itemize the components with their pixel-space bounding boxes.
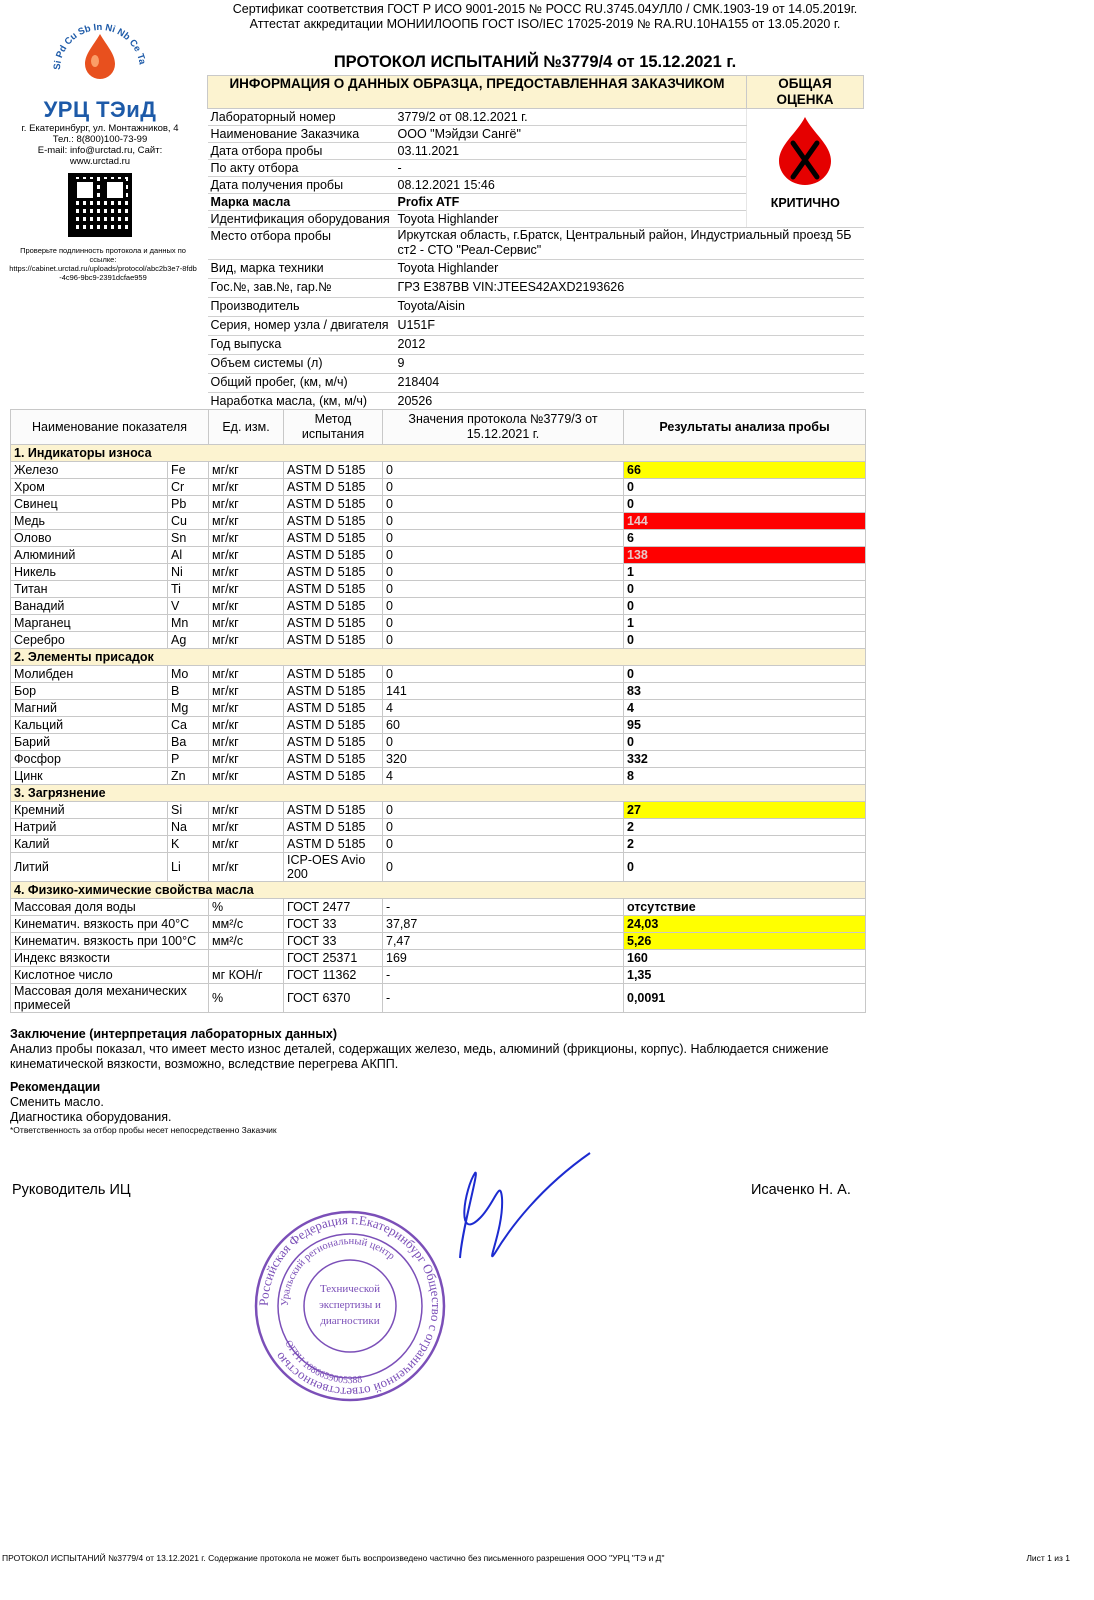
stamp-center-1: Технической (319, 1283, 381, 1295)
table-row (11, 615, 866, 632)
indicator-name: Свинец (11, 496, 168, 513)
verify-label: Проверьте подлинность протокола и данных по ссылке: (20, 246, 186, 264)
indicator-name: Натрий (11, 819, 168, 836)
table-row (11, 802, 866, 819)
info-key: Вид, марка техники (208, 260, 395, 279)
result-value: 5,26 (624, 933, 866, 950)
info-value: - (395, 160, 747, 177)
method-cell: ГОСТ 33 (284, 933, 383, 950)
responsibility-note: *Ответственность за отбор пробы несет непосредственно Заказчик (10, 1125, 277, 1135)
conclusion-text: Анализ пробы показал, что имеет место износ деталей, содержащих железо, медь, алюминий (фрикционы, корпус). Наблюдается снижение кинематической вязкости, возможно, вследствие перегрева АКПП. (10, 1042, 829, 1071)
result-value: 6 (624, 530, 866, 547)
signatory-name: Исаченко Н. А. (751, 1182, 851, 1198)
unit-cell: мг/кг (209, 700, 284, 717)
section-row (11, 785, 866, 802)
indicator-name: Литий (11, 853, 168, 882)
result-value: 332 (624, 751, 866, 768)
table-row (11, 462, 866, 479)
result-value: 2 (624, 819, 866, 836)
table-row (11, 700, 866, 717)
unit-cell: мг/кг (209, 819, 284, 836)
unit-cell: мг/кг (209, 632, 284, 649)
indicator-name: Кинематич. вязкость при 40°С (11, 916, 209, 933)
info-value: U151F (395, 317, 864, 336)
indicator-name: Олово (11, 530, 168, 547)
table-row (11, 853, 866, 882)
result-value: 138 (624, 547, 866, 564)
unit-cell: мг/кг (209, 496, 284, 513)
info-value: 2012 (395, 336, 864, 355)
table-row (11, 479, 866, 496)
element-symbol: Ca (168, 717, 209, 734)
unit-cell: мм²/с (209, 916, 284, 933)
method-cell: ASTM D 5185 (284, 615, 383, 632)
indicator-name: Молибден (11, 666, 168, 683)
info-value: ГРЗ Е387ВВ VIN:JTEES42AXD2193626 (395, 279, 864, 298)
indicator-name: Массовая доля механических примесей (11, 984, 209, 1013)
previous-value: 0 (383, 462, 624, 479)
previous-value: - (383, 984, 624, 1013)
company-name: УРЦ ТЭиД (43, 97, 157, 122)
result-value: 144 (624, 513, 866, 530)
indicator-name: Кислотное число (11, 967, 209, 984)
method-cell: ASTM D 5185 (284, 598, 383, 615)
section-row (11, 649, 866, 666)
method-cell: ASTM D 5185 (284, 683, 383, 700)
element-symbol: Si (168, 802, 209, 819)
page-title: ПРОТОКОЛ ИСПЫТАНИЙ №3779/4 от 15.12.2021 г. (333, 53, 737, 71)
unit-cell: мг/кг (209, 836, 284, 853)
previous-value: - (383, 899, 624, 916)
method-cell: ASTM D 5185 (284, 836, 383, 853)
recommendation-2: Диагностика оборудования. (10, 1110, 172, 1124)
info-value: 03.11.2021 (395, 143, 747, 160)
result-value: 83 (624, 683, 866, 700)
previous-value: 0 (383, 513, 624, 530)
result-value: 1 (624, 564, 866, 581)
previous-value: 0 (383, 632, 624, 649)
result-value: 1 (624, 615, 866, 632)
previous-value: 169 (383, 950, 624, 967)
element-symbol: Sn (168, 530, 209, 547)
indicator-name: Кремний (11, 802, 168, 819)
result-value: 0 (624, 581, 866, 598)
info-value: 9 (395, 355, 864, 374)
element-symbol: Cu (168, 513, 209, 530)
info-key: Общий пробег, (км, м/ч) (208, 374, 395, 393)
result-value: 0 (624, 853, 866, 882)
method-cell: ICP-OES Avio 200 (284, 853, 383, 882)
col-name-header: Наименование показателя (11, 410, 209, 445)
stamp-center-3: диагностики (320, 1315, 380, 1327)
indicator-name: Серебро (11, 632, 168, 649)
element-symbol: Mn (168, 615, 209, 632)
info-value: 3779/2 от 08.12.2021 г. (395, 109, 747, 126)
unit-cell: мг/кг (209, 853, 284, 882)
table-row (11, 547, 866, 564)
section-title: 4. Физико-химические свойства масла (11, 882, 866, 899)
info-key: Наименование Заказчика (208, 126, 395, 143)
previous-value: 60 (383, 717, 624, 734)
unit-cell: мг/кг (209, 802, 284, 819)
method-cell: ASTM D 5185 (284, 564, 383, 581)
recommendation-1: Сменить масло. (10, 1095, 104, 1109)
col-method-header: Метод испытания (284, 410, 383, 445)
certificate-line-1: Сертификат соответствия ГОСТ Р ИСО 9001-2015 № РОСС RU.3745.04УЛЛ0 / СМК.1903-19 от 14.05.2019г. (232, 2, 858, 16)
method-cell: ASTM D 5185 (284, 479, 383, 496)
conclusion-title: Заключение (интерпретация лабораторных данных) (10, 1027, 337, 1041)
element-symbol: Ag (168, 632, 209, 649)
indicator-name: Алюминий (11, 547, 168, 564)
info-key: Наработка масла, (км, м/ч) (208, 393, 395, 412)
method-cell: ASTM D 5185 (284, 700, 383, 717)
method-cell: ASTM D 5185 (284, 462, 383, 479)
info-value: Toyota Highlander (395, 211, 747, 228)
indicator-name: Медь (11, 513, 168, 530)
previous-value: 0 (383, 547, 624, 564)
element-symbol: Na (168, 819, 209, 836)
previous-value: 7,47 (383, 933, 624, 950)
unit-cell (209, 950, 284, 967)
result-value: 66 (624, 462, 866, 479)
result-value: 0 (624, 734, 866, 751)
element-symbol: Zn (168, 768, 209, 785)
method-cell: ASTM D 5185 (284, 734, 383, 751)
table-row (11, 933, 866, 950)
element-symbol: Ba (168, 734, 209, 751)
method-cell: ASTM D 5185 (284, 513, 383, 530)
unit-cell: мг КОН/г (209, 967, 284, 984)
indicator-name: Титан (11, 581, 168, 598)
table-row (11, 581, 866, 598)
info-value: Toyota/Aisin (395, 298, 864, 317)
info-key: Гос.№, зав.№, гар.№ (208, 279, 395, 298)
conclusion-block (10, 1027, 870, 1135)
result-value: 1,35 (624, 967, 866, 984)
result-value: 0 (624, 598, 866, 615)
result-value: отсутствие (624, 899, 866, 916)
indicator-name: Индекс вязкости (11, 950, 209, 967)
info-key: Год выпуска (208, 336, 395, 355)
sample-info-table (207, 75, 864, 412)
unit-cell: мм²/с (209, 933, 284, 950)
result-value: 8 (624, 768, 866, 785)
stamp-ogrn: ОГРН 1086659005388 (282, 1338, 364, 1387)
previous-value: 0 (383, 581, 624, 598)
unit-cell: мг/кг (209, 717, 284, 734)
method-cell: ASTM D 5185 (284, 802, 383, 819)
info-key: Место отбора пробы (208, 228, 395, 260)
unit-cell: мг/кг (209, 479, 284, 496)
table-row (11, 916, 866, 933)
table-row (11, 683, 866, 700)
element-symbol: Mo (168, 666, 209, 683)
unit-cell: мг/кг (209, 666, 284, 683)
company-logo-block (10, 8, 190, 237)
col-result-header: Результаты анализа пробы (624, 410, 866, 445)
previous-value: - (383, 967, 624, 984)
unit-cell: мг/кг (209, 513, 284, 530)
info-key: Производитель (208, 298, 395, 317)
results-table (10, 409, 866, 1013)
section-title: 2. Элементы присадок (11, 649, 866, 666)
result-value: 0 (624, 632, 866, 649)
info-key: Марка масла (208, 194, 395, 211)
element-symbol: Mg (168, 700, 209, 717)
info-value: ООО "Мэйдзи Сангё" (395, 126, 747, 143)
method-cell: ГОСТ 6370 (284, 984, 383, 1013)
verify-note (8, 246, 198, 282)
critical-drop-icon (773, 115, 837, 187)
indicator-name: Калий (11, 836, 168, 853)
info-header: ИНФОРМАЦИЯ О ДАННЫХ ОБРАЗЦА, ПРЕДОСТАВЛЕННАЯ ЗАКАЗЧИКОМ (208, 76, 747, 109)
previous-value: 320 (383, 751, 624, 768)
previous-value: 0 (383, 802, 624, 819)
stamp-outer-text: Российская Федерация г.Екатеринбург Общество с ограниченной ответственностью (255, 1211, 445, 1401)
company-stamp (250, 1208, 450, 1404)
stamp-inner-text: Уральский региональный центр (279, 1235, 397, 1307)
previous-value: 0 (383, 819, 624, 836)
element-symbol: K (168, 836, 209, 853)
method-cell: ASTM D 5185 (284, 547, 383, 564)
section-title: 1. Индикаторы износа (11, 445, 866, 462)
previous-value: 0 (383, 496, 624, 513)
table-row (11, 496, 866, 513)
method-cell: ASTM D 5185 (284, 819, 383, 836)
table-row (11, 666, 866, 683)
result-value: 0 (624, 479, 866, 496)
logo-drop-icon (45, 8, 155, 92)
method-cell: ГОСТ 33 (284, 916, 383, 933)
method-cell: ASTM D 5185 (284, 751, 383, 768)
indicator-name: Кинематич. вязкость при 100°С (11, 933, 209, 950)
element-symbol: Fe (168, 462, 209, 479)
element-symbol: P (168, 751, 209, 768)
element-symbol: Li (168, 853, 209, 882)
col-prev-header: Значения протокола №3779/3 от 15.12.2021 г. (383, 410, 624, 445)
indicator-name: Кальций (11, 717, 168, 734)
previous-value: 0 (383, 615, 624, 632)
method-cell: ГОСТ 25371 (284, 950, 383, 967)
previous-value: 0 (383, 853, 624, 882)
previous-value: 4 (383, 700, 624, 717)
info-key: Объем системы (л) (208, 355, 395, 374)
unit-cell: мг/кг (209, 564, 284, 581)
method-cell: ГОСТ 2477 (284, 899, 383, 916)
signature-role: Руководитель ИЦ (12, 1182, 131, 1198)
unit-cell: мг/кг (209, 751, 284, 768)
info-value: 08.12.2021 15:46 (395, 177, 747, 194)
indicator-name: Марганец (11, 615, 168, 632)
table-row (11, 819, 866, 836)
element-symbol: Cr (168, 479, 209, 496)
method-cell: ASTM D 5185 (284, 768, 383, 785)
unit-cell: мг/кг (209, 598, 284, 615)
method-cell: ASTM D 5185 (284, 632, 383, 649)
info-value: 20526 (395, 393, 864, 412)
table-row (11, 513, 866, 530)
handwritten-signature (440, 1148, 600, 1288)
previous-value: 0 (383, 479, 624, 496)
method-cell: ASTM D 5185 (284, 717, 383, 734)
indicator-name: Барий (11, 734, 168, 751)
company-email[interactable]: E-mail: info@urctad.ru, Сайт: www.urctad.ru (37, 145, 163, 167)
col-unit-header: Ед. изм. (209, 410, 284, 445)
table-row (11, 984, 866, 1013)
indicator-name: Цинк (11, 768, 168, 785)
recommendations-title: Рекомендации (10, 1080, 101, 1094)
indicator-name: Ванадий (11, 598, 168, 615)
verify-link[interactable]: https://cabinet.urctad.ru/uploads/protocol/abc2b3e7-8fdb-4c96-9bc9-2391dcfae959 (9, 264, 197, 282)
unit-cell: % (209, 984, 284, 1013)
company-address: г. Екатеринбург, ул. Монтажников, 4 (21, 123, 179, 134)
indicator-name: Хром (11, 479, 168, 496)
section-row (11, 882, 866, 899)
element-symbol: Al (168, 547, 209, 564)
previous-value: 141 (383, 683, 624, 700)
table-row (11, 564, 866, 581)
indicator-name: Фосфор (11, 751, 168, 768)
info-value: Иркутская область, г.Братск, Центральный район, Индустриальный проезд 5Б ст2 - СТО "Реал-Сервис" (395, 228, 864, 260)
info-value: Toyota Highlander (395, 260, 864, 279)
table-row (11, 632, 866, 649)
result-value: 160 (624, 950, 866, 967)
section-row (11, 445, 866, 462)
previous-value: 0 (383, 666, 624, 683)
info-key: Лабораторный номер (208, 109, 395, 126)
element-symbol: Ni (168, 564, 209, 581)
results-body (11, 445, 866, 1013)
previous-value: 0 (383, 836, 624, 853)
certificate-line-2: Аттестат аккредитации МОНИИЛООПБ ГОСТ ISO/IEC 17025-2019 № RA.RU.10НА155 от 13.05.2020 г. (249, 17, 841, 31)
assessment-header: ОБЩАЯ ОЦЕНКА (747, 76, 864, 109)
info-key: По акту отбора (208, 160, 395, 177)
table-row (11, 768, 866, 785)
element-symbol: B (168, 683, 209, 700)
indicator-name: Магний (11, 700, 168, 717)
element-symbol: V (168, 598, 209, 615)
assessment-cell (747, 109, 864, 228)
element-symbol: Pb (168, 496, 209, 513)
table-row (11, 836, 866, 853)
indicator-name: Железо (11, 462, 168, 479)
table-row (11, 717, 866, 734)
table-row (11, 899, 866, 916)
indicator-name: Бор (11, 683, 168, 700)
unit-cell: мг/кг (209, 547, 284, 564)
indicator-name: Никель (11, 564, 168, 581)
result-value: 4 (624, 700, 866, 717)
previous-value: 0 (383, 734, 624, 751)
method-cell: ASTM D 5185 (284, 530, 383, 547)
result-value: 0 (624, 496, 866, 513)
unit-cell: мг/кг (209, 581, 284, 598)
method-cell: ГОСТ 11362 (284, 967, 383, 984)
element-symbol: Ti (168, 581, 209, 598)
table-row (11, 967, 866, 984)
table-row (11, 734, 866, 751)
previous-value: 0 (383, 530, 624, 547)
info-key: Идентификация оборудования (208, 211, 395, 228)
method-cell: ASTM D 5185 (284, 581, 383, 598)
info-value: Profix ATF (395, 194, 747, 211)
table-row (11, 530, 866, 547)
table-row (11, 950, 866, 967)
qr-code[interactable] (68, 173, 132, 237)
method-cell: ASTM D 5185 (284, 496, 383, 513)
stamp-center-2: экспертизы и (319, 1299, 381, 1311)
logo-ring-text: Si Pd Cu Sb In Ni Nb Ce Ta (51, 21, 148, 71)
info-value: 218404 (395, 374, 864, 393)
indicator-name: Массовая доля воды (11, 899, 209, 916)
unit-cell: мг/кг (209, 615, 284, 632)
result-value: 95 (624, 717, 866, 734)
previous-value: 0 (383, 564, 624, 581)
table-row (11, 598, 866, 615)
section-title: 3. Загрязнение (11, 785, 866, 802)
previous-value: 0 (383, 598, 624, 615)
unit-cell: мг/кг (209, 530, 284, 547)
info-key: Дата отбора пробы (208, 143, 395, 160)
unit-cell: мг/кг (209, 683, 284, 700)
footer-text: ПРОТОКОЛ ИСПЫТАНИЙ №3779/4 от 13.12.2021 г. Содержание протокола не может быть воспроизведено частично без письменного разрешения ООО "УРЦ "ТЭ и Д" (2, 1553, 665, 1563)
table-row (11, 751, 866, 768)
info-key: Дата получения пробы (208, 177, 395, 194)
result-value: 2 (624, 836, 866, 853)
method-cell: ASTM D 5185 (284, 666, 383, 683)
page-counter: Лист 1 из 1 (1026, 1553, 1070, 1563)
company-phone: Тел.: 8(800)100-73-99 (52, 134, 148, 145)
info-key: Серия, номер узла / двигателя (208, 317, 395, 336)
assessment-status: КРИТИЧНО (770, 196, 840, 210)
unit-cell: мг/кг (209, 462, 284, 479)
result-value: 27 (624, 802, 866, 819)
result-value: 0,0091 (624, 984, 866, 1013)
unit-cell: % (209, 899, 284, 916)
result-value: 0 (624, 666, 866, 683)
unit-cell: мг/кг (209, 734, 284, 751)
unit-cell: мг/кг (209, 768, 284, 785)
result-value: 24,03 (624, 916, 866, 933)
previous-value: 4 (383, 768, 624, 785)
previous-value: 37,87 (383, 916, 624, 933)
